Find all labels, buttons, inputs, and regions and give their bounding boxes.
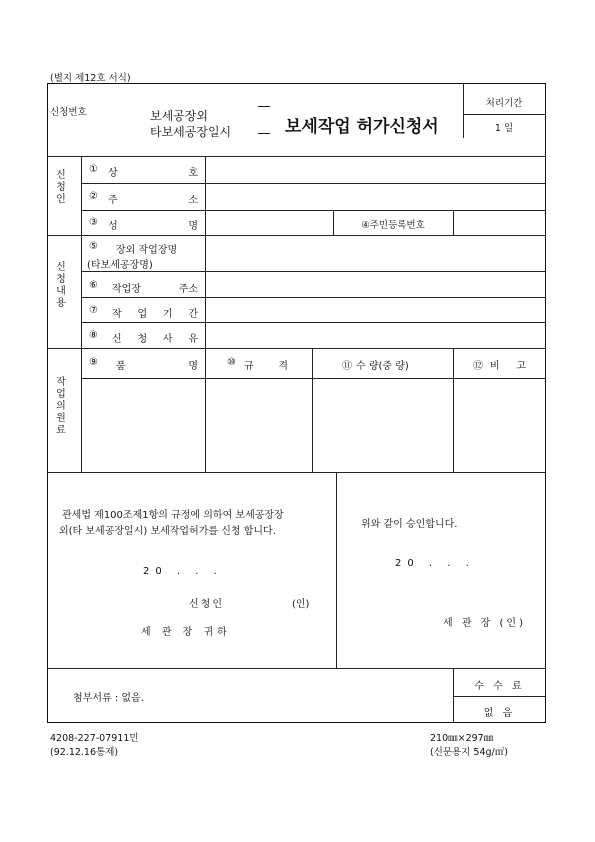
paper-type: (신문용지 54g/㎡) — [430, 747, 508, 758]
declaration-text-line1: 관세법 제100조제1항의 규정에 의하여 보세공장장 — [62, 510, 284, 521]
paper-size: 210㎜×297㎜ — [430, 733, 494, 744]
declaration-addressee: 세 관 장 귀하 — [141, 627, 231, 638]
processing-period-value: 1 일 — [494, 123, 514, 134]
field-num-company: ① — [89, 164, 98, 175]
item-cell[interactable] — [82, 379, 204, 471]
col-label-spec: 규 격 — [244, 361, 288, 372]
address-field[interactable] — [206, 184, 545, 209]
page-title: 보세작업 허가신청서 — [285, 117, 439, 137]
field-num-address: ② — [89, 191, 98, 202]
field-sub-workplace: (타보세공장명) — [87, 260, 153, 271]
field-label-work-period: 작 업 기 간 — [112, 309, 198, 320]
workplace-name-field[interactable] — [206, 236, 545, 271]
col-label-quantity: 수 량(중 량) — [356, 361, 409, 372]
declaration-text-line2: 외(타 보세공장일시) 보세작업허가를 신청 합니다. — [59, 526, 276, 537]
remarks-cell[interactable] — [454, 379, 545, 471]
col-num-quantity: ⑪ — [342, 361, 352, 372]
field-num-workplace-address: ⑥ — [89, 280, 98, 291]
title-prefix-line1: 보세공장외 — [150, 109, 208, 123]
fee-mid-line — [453, 696, 546, 697]
declaration-date: 20 . . . — [143, 566, 223, 577]
declaration-section-end — [47, 668, 546, 669]
col-label-item: 품 명 — [116, 361, 198, 372]
materials-section-end — [47, 472, 546, 473]
request-section-label: 신청내용 — [56, 262, 66, 309]
request-section-end — [47, 348, 546, 349]
approval-signer: 세 관 장 (인) — [443, 618, 526, 629]
field-num-workplace: ⑤ — [89, 241, 98, 252]
declaration-seal: (인) — [292, 599, 310, 610]
application-no-label: 신청번호 — [50, 107, 87, 118]
form-label: (별지 제12호 서식) — [50, 73, 131, 84]
materials-section-label: 작업의원료 — [56, 377, 66, 436]
field-label-reason: 신 청 사 유 — [112, 334, 198, 345]
field-label-workplace: 장외 작업장명 — [116, 245, 178, 256]
field-num-reason: ⑧ — [89, 330, 98, 341]
field-label-company: 상 호 — [108, 168, 198, 179]
resident-no-label: ④주민등록번호 — [361, 220, 425, 231]
reason-field[interactable] — [206, 323, 545, 347]
form-date: (92.12.16통제) — [50, 747, 119, 758]
declaration-applicant-label: 신청인 — [189, 599, 224, 610]
declaration-divider — [336, 472, 337, 668]
attachments-text: 첨부서류 : 없음. — [73, 693, 144, 704]
field-label-address: 주 소 — [108, 195, 198, 206]
fee-label: 수 수 료 — [474, 681, 525, 692]
quantity-cell[interactable] — [313, 379, 452, 471]
applicant-section-label: 신청인 — [56, 170, 66, 205]
form-code: 4208-227-07911민 — [50, 733, 139, 744]
field-num-name: ③ — [89, 217, 98, 228]
company-name-field[interactable] — [206, 157, 545, 182]
work-period-field[interactable] — [206, 298, 545, 322]
title-dash-top — [258, 106, 270, 107]
processing-period-label: 처리기간 — [485, 98, 523, 109]
resident-no-field[interactable] — [454, 211, 545, 235]
workplace-address-field[interactable] — [206, 272, 545, 297]
approval-date: 20 . . . — [395, 558, 475, 569]
col-num-remarks: ⑫ — [473, 361, 483, 372]
field-label-name: 성 명 — [108, 221, 198, 232]
fee-value: 없 음 — [483, 708, 516, 719]
title-dash-bottom — [258, 133, 270, 134]
col-label-remarks: 비 고 — [490, 361, 526, 372]
spec-cell[interactable] — [206, 379, 311, 471]
field-label-workplace-address: 작업장 주소 — [112, 284, 198, 295]
field-num-work-period: ⑦ — [89, 305, 98, 316]
approval-text: 위와 같이 승인합니다. — [361, 519, 458, 530]
col-num-item: ⑨ — [89, 357, 98, 368]
col-num-spec: ⑩ — [227, 357, 236, 368]
title-prefix-line2: 타보세공장일시 — [150, 125, 232, 139]
period-box-mid — [463, 114, 545, 115]
applicant-name-field[interactable] — [206, 211, 333, 235]
